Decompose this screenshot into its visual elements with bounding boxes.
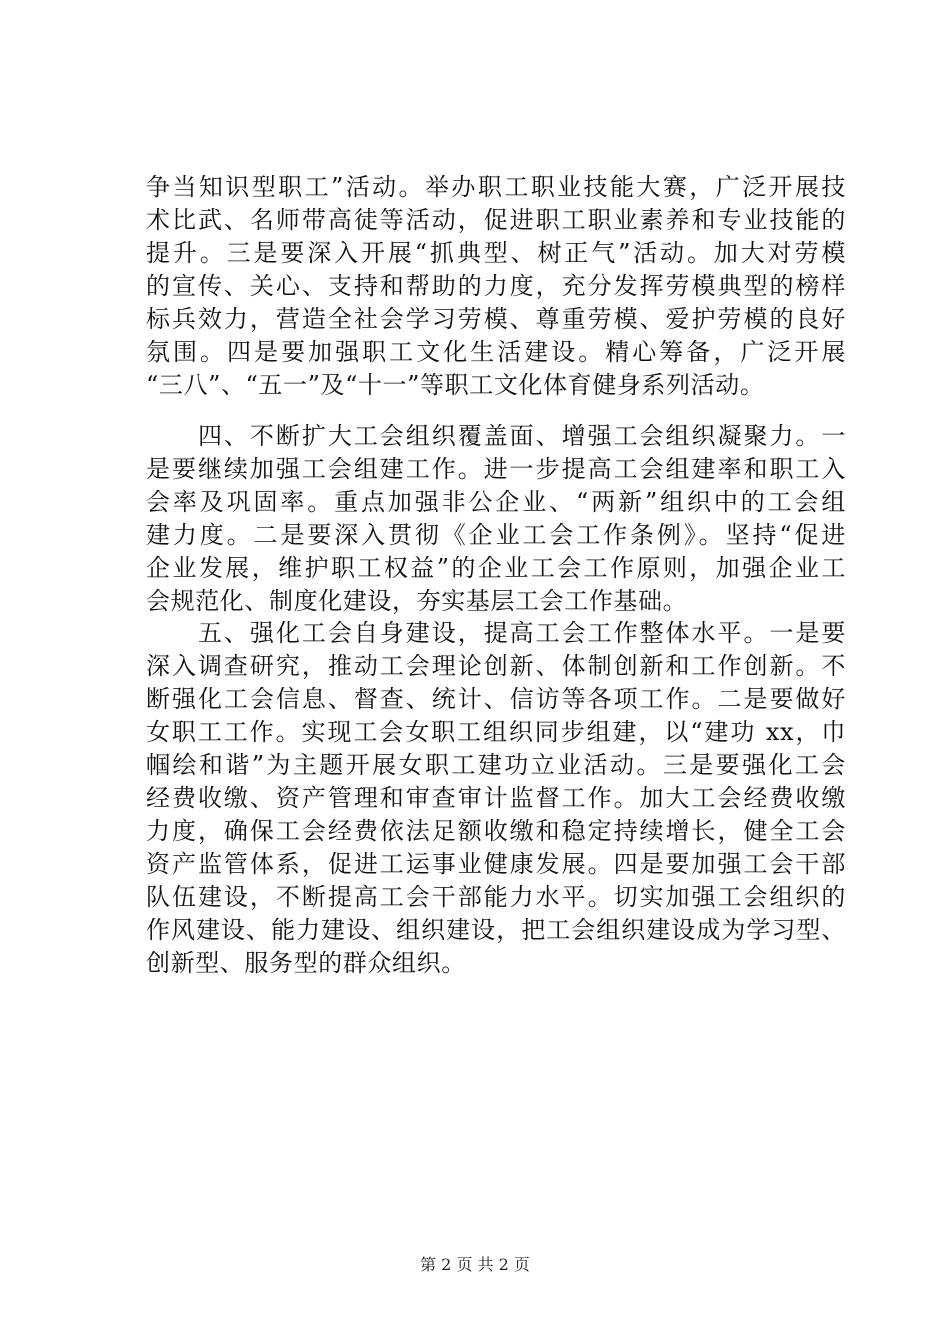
text-line: 深入调查研究，推动工会理论创新、体制创新和工作创新。不 — [146, 652, 846, 680]
text-line: 标兵效力，营造全社会学习劳模、尊重劳模、爱护劳模的良好 — [146, 305, 846, 333]
text-line: 氛围。四是要加强职工文化生活建设。精心筹备，广泛开展 — [146, 338, 846, 366]
text-line: 经费收缴、资产管理和审查审计监督工作。加大工会经费收缴 — [146, 784, 846, 812]
text-line: 作风建设、能力建设、组织建设，把工会组织建设成为学习型、 — [146, 916, 846, 944]
paragraph-section-four — [146, 420, 846, 618]
text-line: 术比武、名师带高徒等活动，促进职工职业素养和专业技能的 — [146, 206, 846, 234]
text-line: 提升。三是要深入开展“抓典型、树正气”活动。加大对劳模 — [146, 239, 846, 267]
text-line: 断强化工会信息、督查、统计、信访等各项工作。二是要做好 — [146, 685, 846, 713]
text-line: 争当知识型职工”活动。举办职工职业技能大赛，广泛开展技 — [146, 173, 846, 201]
paragraph-continuation — [146, 171, 846, 402]
text-line: 企业发展，维护职工权益”的企业工会工作原则，加强企业工 — [146, 554, 846, 582]
text-line: “三八”、“五一”及“十一”等职工文化体育健身系列活动。 — [146, 371, 765, 399]
text-line: 女职工工作。实现工会女职工组织同步组建，以“建功 xx，巾 — [146, 718, 846, 746]
text-line: 的宣传、关心、支持和帮助的力度，充分发挥劳模典型的榜样 — [146, 272, 846, 300]
text-line: 队伍建设，不断提高工会干部能力水平。切实加强工会组织的 — [146, 883, 846, 911]
paragraph-section-five — [146, 617, 846, 980]
text-line: 资产监管体系，促进工运事业健康发展。四是要加强工会干部 — [146, 850, 846, 878]
text-line: 会率及巩固率。重点加强非公企业、“两新”组织中的工会组 — [146, 488, 846, 516]
text-line: 帼绘和谐”为主题开展女职工建功立业活动。三是要强化工会 — [146, 751, 846, 779]
text-line: 力度，确保工会经费依法足额收缴和稳定持续增长，健全工会 — [146, 817, 846, 845]
text-line: 建力度。二是要深入贯彻《企业工会工作条例》。坚持“促进 — [146, 521, 846, 549]
text-line: 创新型、服务型的群众组织。 — [146, 949, 466, 977]
text-line: 五、强化工会自身建设，提高工会工作整体水平。一是要 — [146, 619, 846, 647]
page-number-label: 第 2 页 共 2 页 — [420, 1255, 530, 1274]
page-footer — [0, 1255, 950, 1275]
text-line: 四、不断扩大工会组织覆盖面、增强工会组织凝聚力。一 — [146, 422, 846, 450]
text-line: 会规范化、制度化建设，夯实基层工会工作基础。 — [146, 587, 688, 615]
text-line: 是要继续加强工会组建工作。进一步提高工会组建率和职工入 — [146, 455, 846, 483]
